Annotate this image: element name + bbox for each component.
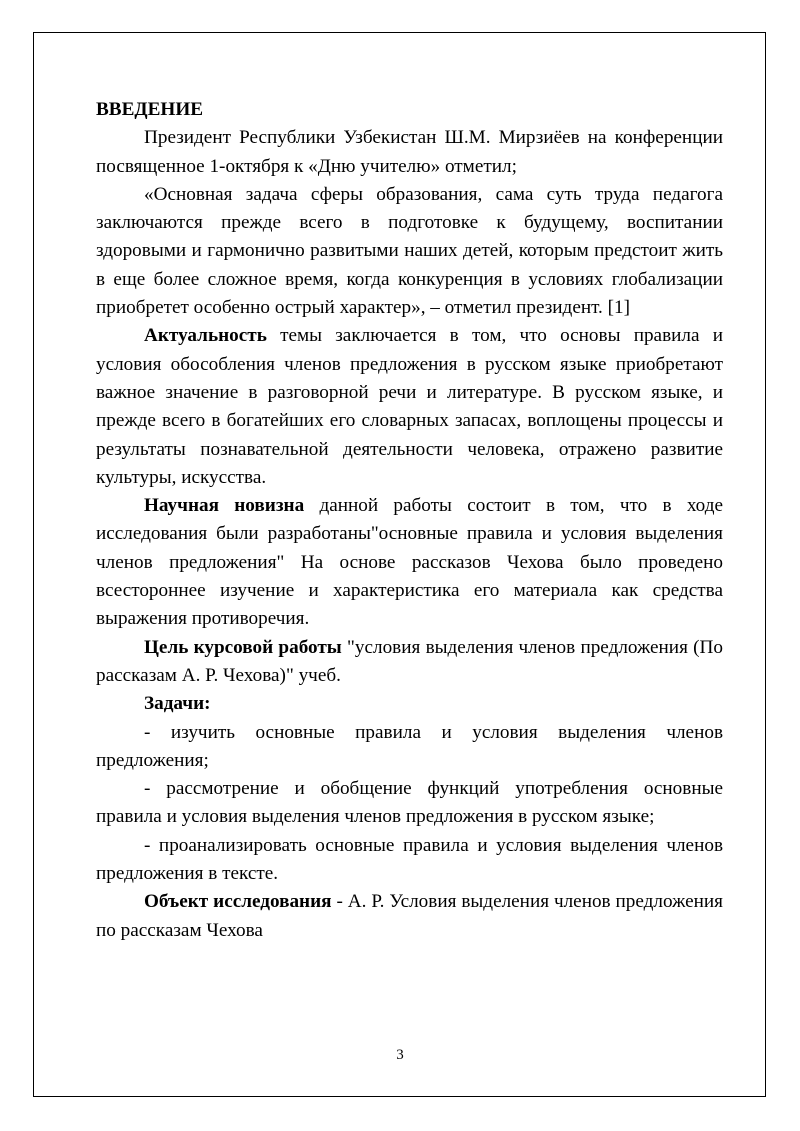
paragraph-president-intro [96, 124, 723, 181]
document-title: ВВЕДЕНИЕ [96, 99, 204, 120]
paragraph-lead: Объект исследования [144, 891, 332, 913]
paragraph-text: "условия выделения членов предложения (По рассказам А. Р. Чехова)" учеб. [96, 636, 724, 686]
paragraph-text: Президент Республики Узбекистан Ш.М. Мирзиёев на конференции посвященное 1-октября к «Дню учителю» отметил; [96, 127, 723, 177]
paragraph-text: - проанализировать основные правила и условия выделения членов предложения в тексте. [96, 834, 723, 885]
paragraph-text: «Основная задача сферы образования, сама суть труда педагога заключаются прежде всего в подготовке к будущему, воспитании здоровыми и гармонично развитыми наших детей, которым предстоит жить в еще более сложное время, когда конкуренция в условиях глобализации приобретет особенно острый характер», – отметил президент. [1] [96, 183, 723, 319]
paragraph-text: темы заключается в том, что основы правила и условия обособления членов предложения в русском языке приобретают важное значение в разговорной речи и литературе. В русском языке, и прежде всего в богатейших его словарных запасах, воплощены процессы и результаты познавательной деятельности человека, отражено развитие культуры, искусства. [96, 325, 723, 488]
task-item [96, 775, 723, 832]
paragraph-text: - А. Р. Условия выделения членов предложения по рассказам Чехова [96, 891, 723, 941]
paragraph-president-quote [96, 181, 723, 322]
paragraph-lead: Научная новизна [144, 495, 305, 517]
paragraph-tasks-heading [96, 690, 723, 718]
paragraph-lead: Актуальность [144, 325, 267, 347]
document-body [96, 96, 723, 945]
paragraph-lead: Задачи: [144, 693, 211, 715]
task-item [96, 832, 723, 889]
paragraph-relevance [96, 322, 723, 492]
paragraph-novelty [96, 492, 723, 633]
paragraph-lead: Цель курсовой работы [144, 636, 342, 658]
paragraph-text: - рассмотрение и обобщение функций употребления основные правила и условия выделения членов предложения в русском языке; [96, 778, 723, 828]
paragraph-text: - изучить основные правила и условия выделения членов предложения; [96, 721, 723, 771]
paragraph-text: данной работы состоит в том, что в ходе исследования были разработаны"основные правила и условия выделения членов предложения" На основе рассказов Чехова было проведено всестороннее изучение и характеристика его материала как средства выражения противоречия. [96, 495, 723, 630]
page-number: 3 [396, 1047, 404, 1063]
task-item [96, 719, 723, 776]
paragraph-goal [96, 634, 723, 691]
paragraph-object [96, 888, 723, 945]
